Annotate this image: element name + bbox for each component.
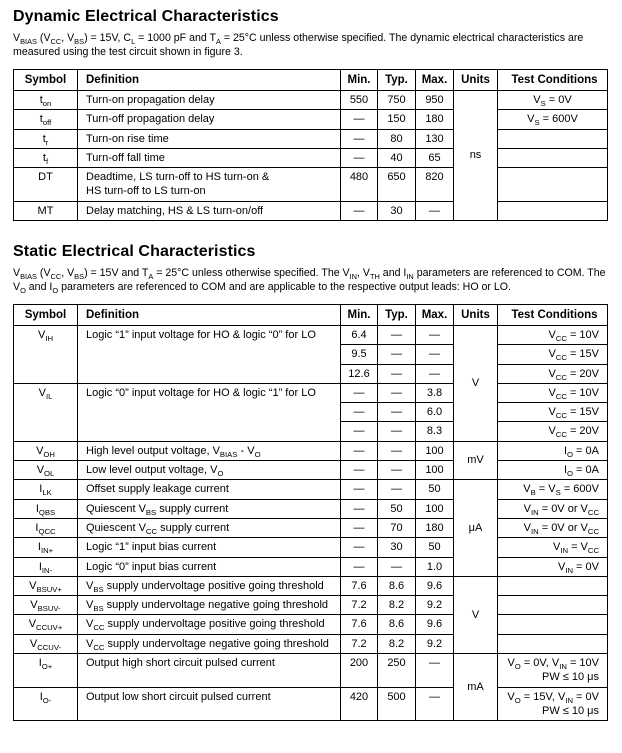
symbol-cell: $V_{IH}$: [14, 325, 78, 383]
definition-cell: Deadtime, LS turn-off to HS turn-on & HS turn-off to LS turn-on: [78, 168, 341, 202]
test-conditions-cell: $V_{IN} = V_{CC}$: [498, 538, 608, 557]
max-value-cell: 50: [416, 480, 454, 499]
max-value-cell: 9.6: [416, 576, 454, 595]
test-conditions-cell: $V_{IN} = 0V$: [498, 557, 608, 576]
definition-cell: $V_{CC}$ supply undervoltage negative going threshold: [78, 634, 341, 653]
min-value-cell: —: [341, 538, 378, 557]
table-row: [14, 168, 608, 202]
test-conditions-cell: $V_{CC} = 10V$: [498, 383, 608, 402]
table-row: [14, 441, 608, 460]
definition-cell: Offset supply leakage current: [78, 480, 341, 499]
test-conditions-cell: $V_{IN} = 0V$ or $V_{CC}$: [498, 518, 608, 537]
definition-cell: Logic “1” input voltage for HO & logic “0” for LO: [78, 325, 341, 383]
test-conditions-cell: $V_{IN} = 0V$ or $V_{CC}$: [498, 499, 608, 518]
definition-cell: Output low short circuit pulsed current: [78, 687, 341, 721]
definition-cell: Logic “0” input bias current: [78, 557, 341, 576]
symbol-cell: $I_{IN+}$: [14, 538, 78, 557]
column-header: Min.: [341, 69, 378, 90]
typ-value-cell: 500: [378, 687, 416, 721]
static-characteristics-table: [13, 304, 608, 721]
definition-cell: Turn-off fall time: [78, 148, 341, 167]
dynamic-section-title: Dynamic Electrical Characteristics: [13, 8, 279, 25]
header-row: [14, 69, 608, 90]
table-row: [14, 110, 608, 129]
definition-cell: $V_{BS}$ supply undervoltage negative going threshold: [78, 596, 341, 615]
max-value-cell: 950: [416, 90, 454, 109]
typ-value-cell: 250: [378, 654, 416, 688]
typ-value-cell: 8.2: [378, 634, 416, 653]
min-value-cell: —: [341, 110, 378, 129]
max-value-cell: 180: [416, 110, 454, 129]
column-header: Typ.: [378, 69, 416, 90]
max-value-cell: 6.0: [416, 403, 454, 422]
static-section-title: Static Electrical Characteristics: [13, 243, 256, 261]
max-value-cell: 3.8: [416, 383, 454, 402]
max-value-cell: 1.0: [416, 557, 454, 576]
column-header: Test Conditions: [498, 69, 608, 90]
table-row: [14, 576, 608, 595]
definition-cell: $V_{CC}$ supply undervoltage positive going threshold: [78, 615, 341, 634]
table-row: [14, 383, 608, 402]
definition-cell: Quiescent $V_{BS}$ supply current: [78, 499, 341, 518]
min-value-cell: —: [341, 148, 378, 167]
test-conditions-cell: $V_O = 0V$, $V_{IN} = 10V$ PW ≤ 10 μs: [498, 654, 608, 688]
typ-value-cell: 80: [378, 129, 416, 148]
symbol-cell: $V_{CCUV-}$: [14, 634, 78, 653]
definition-cell: $V_{BS}$ supply undervoltage positive going threshold: [78, 576, 341, 595]
min-value-cell: 7.2: [341, 596, 378, 615]
min-value-cell: —: [341, 383, 378, 402]
typ-value-cell: —: [378, 480, 416, 499]
symbol-cell: $t_r$: [14, 129, 78, 148]
max-value-cell: 9.6: [416, 615, 454, 634]
table-row: [14, 615, 608, 634]
test-conditions-cell: $I_O = 0A$: [498, 461, 608, 480]
static-section-subtitle: $V_{BIAS}$ ($V_{CC}$, $V_{BS}) = 15V$ and $T_A = 25^\circ C$ unless otherwise specified. The $V_{IN}$, $V_{TH}$ and $I_{IN}$ parameters are referenced to COM. The $V_O$ and $I_O$ parameters are referenced to COM and are applicable to the respective output leads: HO or LO.: [13, 267, 606, 296]
typ-value-cell: —: [378, 441, 416, 460]
typ-value-cell: —: [378, 325, 416, 344]
table-row: [14, 557, 608, 576]
table-row: [14, 201, 608, 220]
definition-cell: Logic “1” input bias current: [78, 538, 341, 557]
test-conditions-cell: [498, 201, 608, 220]
definition-cell: Turn-off propagation delay: [78, 110, 341, 129]
column-header: Max.: [416, 304, 454, 325]
min-value-cell: —: [341, 403, 378, 422]
units-cell: ns: [454, 90, 498, 220]
typ-value-cell: 650: [378, 168, 416, 202]
typ-value-cell: 30: [378, 201, 416, 220]
max-value-cell: —: [416, 654, 454, 688]
test-conditions-cell: [498, 634, 608, 653]
typ-value-cell: —: [378, 557, 416, 576]
min-value-cell: 6.4: [341, 325, 378, 344]
definition-cell: Quiescent $V_{CC}$ supply current: [78, 518, 341, 537]
max-value-cell: —: [416, 364, 454, 383]
column-header: Symbol: [14, 304, 78, 325]
symbol-cell: $I_{QCC}$: [14, 518, 78, 537]
definition-cell: High level output voltage, $V_{BIAS} - V_O$: [78, 441, 341, 460]
symbol-cell: $I_{LK}$: [14, 480, 78, 499]
typ-value-cell: 50: [378, 499, 416, 518]
max-value-cell: 65: [416, 148, 454, 167]
symbol-cell: $I_{O+}$: [14, 654, 78, 688]
symbol-cell: $V_{CCUV+}$: [14, 615, 78, 634]
max-value-cell: 100: [416, 441, 454, 460]
typ-value-cell: —: [378, 364, 416, 383]
min-value-cell: 7.2: [341, 634, 378, 653]
test-conditions-cell: $V_O = 15V$, $V_{IN} = 0V$ PW ≤ 10 μs: [498, 687, 608, 721]
column-header: Min.: [341, 304, 378, 325]
max-value-cell: 8.3: [416, 422, 454, 441]
dynamic-characteristics-section: [13, 8, 608, 221]
typ-value-cell: —: [378, 383, 416, 402]
column-header: Definition: [78, 304, 341, 325]
max-value-cell: 100: [416, 499, 454, 518]
column-header: Definition: [78, 69, 341, 90]
symbol-cell: $I_{QBS}$: [14, 499, 78, 518]
definition-cell: Low level output voltage, $V_O$: [78, 461, 341, 480]
typ-value-cell: —: [378, 345, 416, 364]
min-value-cell: 200: [341, 654, 378, 688]
table-row: [14, 129, 608, 148]
typ-value-cell: 8.6: [378, 576, 416, 595]
min-value-cell: —: [341, 422, 378, 441]
test-conditions-cell: $V_{CC} = 15V$: [498, 403, 608, 422]
definition-cell: Logic “0” input voltage for HO & logic “1” for LO: [78, 383, 341, 441]
table-row: [14, 654, 608, 688]
min-value-cell: —: [341, 441, 378, 460]
max-value-cell: 100: [416, 461, 454, 480]
table-row: [14, 596, 608, 615]
table-row: [14, 499, 608, 518]
column-header: Max.: [416, 69, 454, 90]
max-value-cell: 180: [416, 518, 454, 537]
table-row: [14, 687, 608, 721]
max-value-cell: —: [416, 687, 454, 721]
test-conditions-cell: [498, 148, 608, 167]
test-conditions-cell: $V_S = 600V$: [498, 110, 608, 129]
dynamic-characteristics-table: [13, 69, 608, 221]
min-value-cell: 550: [341, 90, 378, 109]
table-row: [14, 538, 608, 557]
definition-cell: Turn-on rise time: [78, 129, 341, 148]
max-value-cell: —: [416, 345, 454, 364]
max-value-cell: 820: [416, 168, 454, 202]
typ-value-cell: 8.6: [378, 615, 416, 634]
test-conditions-cell: $I_O = 0A$: [498, 441, 608, 460]
units-cell: mV: [454, 441, 498, 480]
symbol-cell: $I_{O-}$: [14, 687, 78, 721]
test-conditions-cell: $V_{CC} = 15V$: [498, 345, 608, 364]
definition-cell: Output high short circuit pulsed current: [78, 654, 341, 688]
min-value-cell: 9.5: [341, 345, 378, 364]
symbol-cell: $t_{off}$: [14, 110, 78, 129]
units-cell: mA: [454, 654, 498, 721]
symbol-cell: $V_{BSUV-}$: [14, 596, 78, 615]
max-value-cell: 9.2: [416, 596, 454, 615]
table-row: [14, 148, 608, 167]
symbol-cell: $V_{IL}$: [14, 383, 78, 441]
test-conditions-cell: [498, 129, 608, 148]
symbol-cell: $V_{BSUV+}$: [14, 576, 78, 595]
test-conditions-cell: $V_{CC} = 10V$: [498, 325, 608, 344]
typ-value-cell: 8.2: [378, 596, 416, 615]
units-cell: V: [454, 576, 498, 653]
typ-value-cell: 30: [378, 538, 416, 557]
header-row: [14, 304, 608, 325]
column-header: Typ.: [378, 304, 416, 325]
min-value-cell: —: [341, 461, 378, 480]
table-row: [14, 325, 608, 344]
min-value-cell: 420: [341, 687, 378, 721]
min-value-cell: 12.6: [341, 364, 378, 383]
test-conditions-cell: $V_{CC} = 20V$: [498, 364, 608, 383]
typ-value-cell: 150: [378, 110, 416, 129]
definition-cell: Delay matching, HS & LS turn-on/off: [78, 201, 341, 220]
test-conditions-cell: [498, 615, 608, 634]
typ-value-cell: 40: [378, 148, 416, 167]
min-value-cell: 7.6: [341, 576, 378, 595]
symbol-cell: DT: [14, 168, 78, 202]
max-value-cell: —: [416, 325, 454, 344]
symbol-cell: MT: [14, 201, 78, 220]
min-value-cell: —: [341, 480, 378, 499]
table-row: [14, 90, 608, 109]
typ-value-cell: 750: [378, 90, 416, 109]
min-value-cell: —: [341, 518, 378, 537]
dynamic-section-subtitle: $V_{BIAS}$ ($V_{CC}$, $V_{BS}) = 15V$, $C_L = 1000$ pF and $T_A = 25^\circ C$ unless otherwise specified. The dynamic electrical characteristics are measured using the test circuit shown in figure 3.: [13, 32, 584, 58]
column-header: Units: [454, 304, 498, 325]
test-conditions-cell: [498, 576, 608, 595]
table-row: [14, 518, 608, 537]
test-conditions-cell: $V_B = V_S = 600V$: [498, 480, 608, 499]
column-header: Symbol: [14, 69, 78, 90]
min-value-cell: —: [341, 499, 378, 518]
symbol-cell: $I_{IN-}$: [14, 557, 78, 576]
symbol-cell: $V_{OL}$: [14, 461, 78, 480]
typ-value-cell: —: [378, 461, 416, 480]
max-value-cell: 130: [416, 129, 454, 148]
max-value-cell: 9.2: [416, 634, 454, 653]
test-conditions-cell: $V_S = 0V$: [498, 90, 608, 109]
symbol-cell: $t_f$: [14, 148, 78, 167]
table-row: [14, 634, 608, 653]
units-cell: V: [454, 325, 498, 441]
units-cell: μA: [454, 480, 498, 576]
min-value-cell: —: [341, 129, 378, 148]
symbol-cell: $t_{on}$: [14, 90, 78, 109]
min-value-cell: 480: [341, 168, 378, 202]
max-value-cell: —: [416, 201, 454, 220]
typ-value-cell: 70: [378, 518, 416, 537]
min-value-cell: 7.6: [341, 615, 378, 634]
table-row: [14, 461, 608, 480]
column-header: Test Conditions: [498, 304, 608, 325]
column-header: Units: [454, 69, 498, 90]
symbol-cell: $V_{OH}$: [14, 441, 78, 460]
test-conditions-cell: [498, 168, 608, 202]
test-conditions-cell: $V_{CC} = 20V$: [498, 422, 608, 441]
typ-value-cell: —: [378, 403, 416, 422]
min-value-cell: —: [341, 201, 378, 220]
typ-value-cell: —: [378, 422, 416, 441]
min-value-cell: —: [341, 557, 378, 576]
static-characteristics-section: [13, 243, 608, 721]
test-conditions-cell: [498, 596, 608, 615]
definition-cell: Turn-on propagation delay: [78, 90, 341, 109]
table-row: [14, 480, 608, 499]
max-value-cell: 50: [416, 538, 454, 557]
